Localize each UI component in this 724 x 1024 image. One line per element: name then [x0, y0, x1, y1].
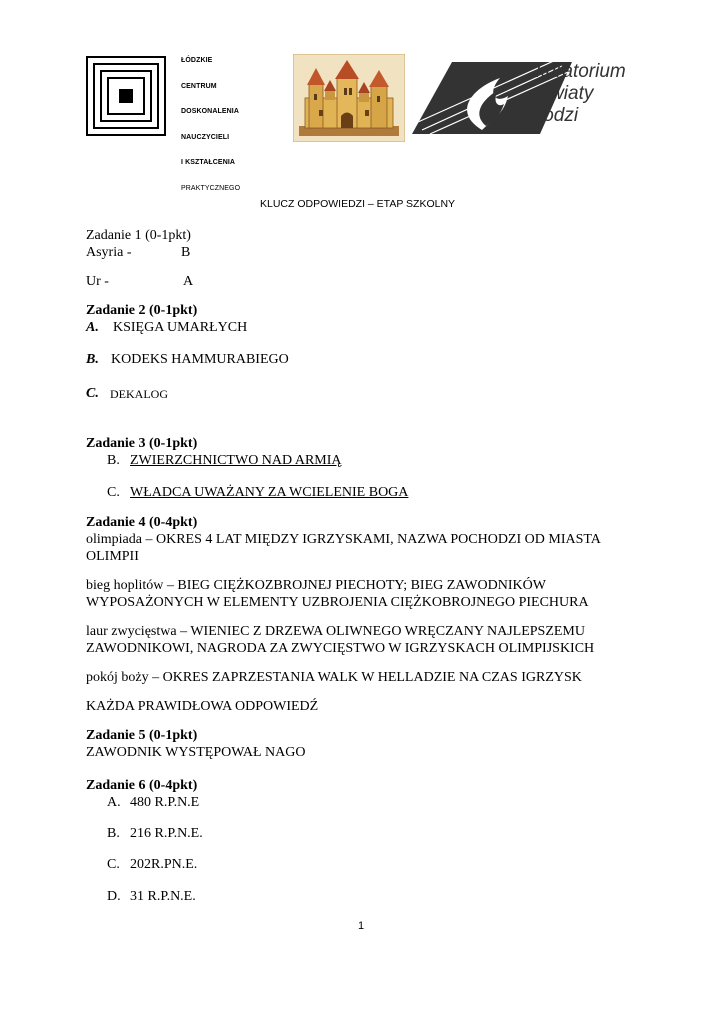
task-3-answer: WŁADCA UWAŻANY ZA WCIELENIE BOGA: [130, 485, 409, 500]
answer-key-title: KLUCZ ODPOWIEDZI – ETAP SZKOLNY: [260, 198, 456, 210]
task-2-answer: KODEKS HAMMURABIEGO: [111, 352, 289, 367]
task-4-title: Zadanie 4 (0-4pkt): [86, 515, 198, 530]
task-5-answer: ZAWODNIK WYSTĘPOWAŁ NAGO: [86, 745, 306, 760]
task-2-answer: DEKALOG: [110, 387, 168, 401]
w-lodzi-word: w łodzi: [520, 105, 579, 126]
task-3-letter: B.: [107, 453, 120, 468]
task-4-line: laur zwycięstwa – WIENIEC Z DRZEWA OLIWNEGO WRĘCZANY NAJLEPSZEMU: [86, 624, 585, 639]
institution-line: I KSZTAŁCENIA: [181, 159, 236, 166]
task-3-answer: ZWIERZCHNICTWO NAD ARMIĄ: [130, 453, 342, 468]
task-2-letter: C.: [86, 386, 99, 401]
task-4-line: olimpiada – OKRES 4 LAT MIĘDZY IGRZYSKAMI, NAZWA POCHODZI OD MIASTA: [86, 532, 601, 547]
task-2-answer: KSIĘGA UMARŁYCH: [113, 320, 248, 335]
task-1-label: Ur -: [86, 274, 109, 289]
task-6-answer: 480 R.P.N.E: [130, 795, 200, 810]
city-crest-logo: [293, 54, 405, 142]
task-1-answer: B: [181, 245, 191, 260]
institution-line: NAUCZYCIELI: [181, 134, 230, 141]
task-4-line: KAŻDA PRAWIDŁOWA ODPOWIEDŹ: [86, 699, 319, 714]
task-6-letter: A.: [107, 795, 121, 810]
institution-line: CENTRUM: [181, 83, 217, 90]
task-6-letter: B.: [107, 826, 120, 841]
task-4-line: bieg hoplitów – BIEG CIĘŻKOZBROJNEJ PIECHOTY; BIEG ZAWODNIKÓW: [86, 578, 546, 593]
task-6-answer: 31 R.P.N.E.: [130, 889, 196, 904]
task-1-title: Zadanie 1 (0-1pkt): [86, 228, 191, 243]
odn-logo: [86, 56, 166, 136]
kuratorium-word: kuratorium: [536, 61, 626, 82]
task-6-letter: C.: [107, 857, 120, 872]
task-2-title: Zadanie 2 (0-1pkt): [86, 303, 198, 318]
kuratorium-logo: [412, 60, 642, 136]
task-2-letter: B.: [86, 352, 99, 367]
task-4-line: OLIMPII: [86, 549, 139, 564]
task-6-answer: 216 R.P.N.E.: [130, 826, 203, 841]
oswiaty-word: oświaty: [530, 83, 594, 104]
task-1-label: Asyria -: [86, 245, 132, 260]
page-number: 1: [358, 920, 365, 932]
task-5-title: Zadanie 5 (0-1pkt): [86, 728, 198, 743]
institution-line: PRAKTYCZNEGO: [181, 185, 241, 192]
institution-line: ŁÓDZKIE: [181, 57, 213, 64]
task-6-answer: 202R.PN.E.: [130, 857, 198, 872]
task-6-title: Zadanie 6 (0-4pkt): [86, 778, 198, 793]
task-3-letter: C.: [107, 485, 120, 500]
task-4-line: WYPOSAŻONYCH W ELEMENTY UZBROJENIA CIĘŻKOBROJNEGO PIECHURA: [86, 595, 589, 610]
task-2-letter: A.: [86, 320, 99, 335]
task-3-title: Zadanie 3 (0-1pkt): [86, 436, 198, 451]
institution-line: DOSKONALENIA: [181, 108, 239, 115]
task-4-line: ZAWODNIKOWI, NAGRODA ZA ZWYCIĘSTWO W IGRZYSKACH OLIMPIJSKICH: [86, 641, 595, 656]
task-1-answer: A: [183, 274, 194, 289]
task-4-line: pokój boży – OKRES ZAPRZESTANIA WALK W HELLADZIE NA CZAS IGRZYSK: [86, 670, 582, 685]
task-6-letter: D.: [107, 889, 121, 904]
